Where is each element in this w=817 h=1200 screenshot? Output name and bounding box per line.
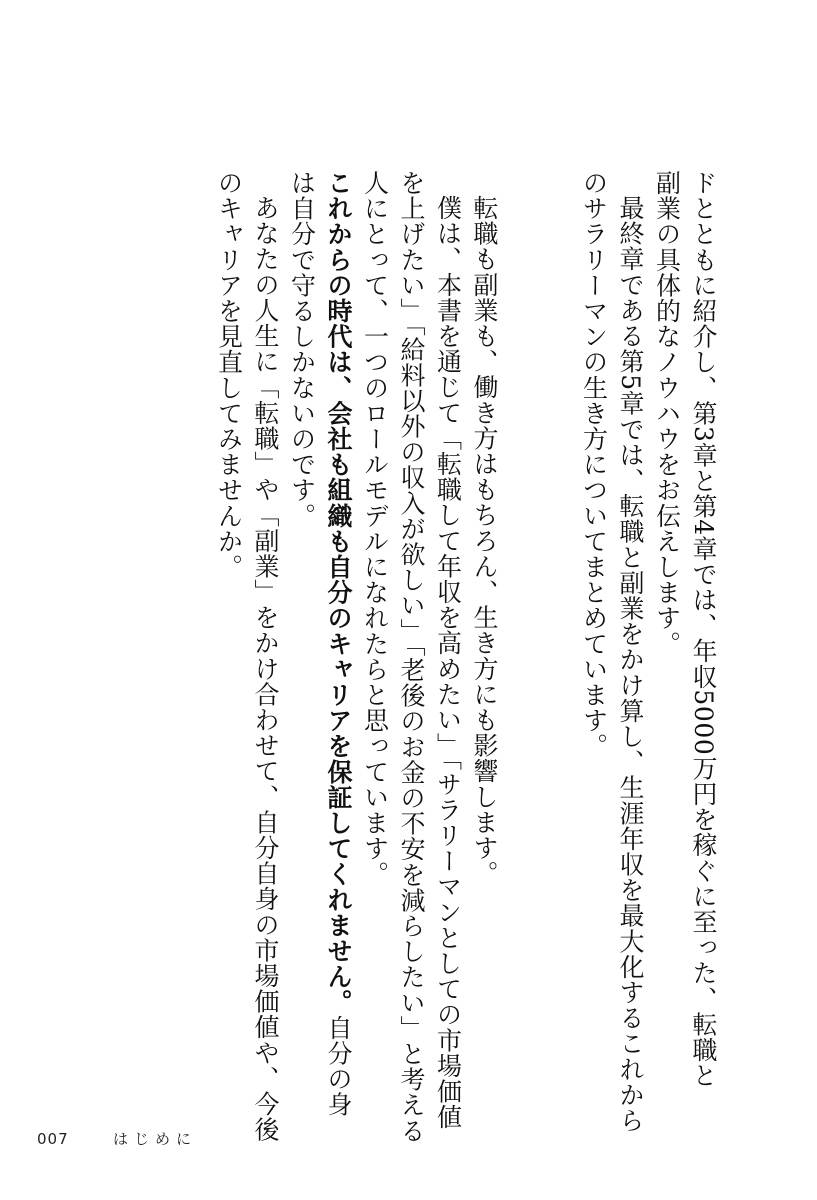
- text-line: を上げたい」「給料以外の収入が欲しい」「老後のお金の不安を減らしたい」と考える: [397, 170, 426, 1144]
- text-line: あなたの人生に「転職」や「副業」をかけ合わせて、自分自身の市場価値や、今後: [251, 195, 280, 1143]
- text-line: ドとともに紹介し、第3章と第4章では、年収5000万円を稼ぐに至った、転職と: [689, 170, 718, 1089]
- text-line: 人にとって、一つのロールモデルになれたらと思っています。: [360, 170, 390, 887]
- page-number: 007: [37, 1130, 69, 1148]
- text-line: は自分で守るしかないのです。: [287, 170, 317, 529]
- bold-emphasis: これからの時代は、会社も組織も自分のキャリアを保証してくれません。: [324, 170, 353, 1015]
- page-footer: [37, 1128, 197, 1149]
- running-section-title: はじめに: [113, 1130, 198, 1148]
- paragraph-gap: [502, 170, 539, 1070]
- text-line: 最終章である第5章では、転職と副業をかけ算し、生涯年収を最大化するこれから: [616, 195, 645, 1134]
- text-line: 転職も副業も、働き方はもちろん、生き方にも影響します。: [470, 195, 499, 887]
- vertical-body-text: [210, 170, 721, 1144]
- text-line: のキャリアを見直してみませんか。: [214, 170, 244, 580]
- text-line-emphasis: [320, 170, 357, 1118]
- paragraph-gap: [539, 170, 576, 1070]
- text-fragment: 自分の身: [324, 1014, 353, 1118]
- text-line: のサラリーマンの生き方についてまとめています。: [579, 170, 609, 759]
- text-line: 副業の具体的なノウハウをお伝えします。: [652, 170, 682, 657]
- text-line: 僕は、本書を通じて「転職して年収を高めたい」「サラリーマンとしての市場価値: [433, 195, 463, 1130]
